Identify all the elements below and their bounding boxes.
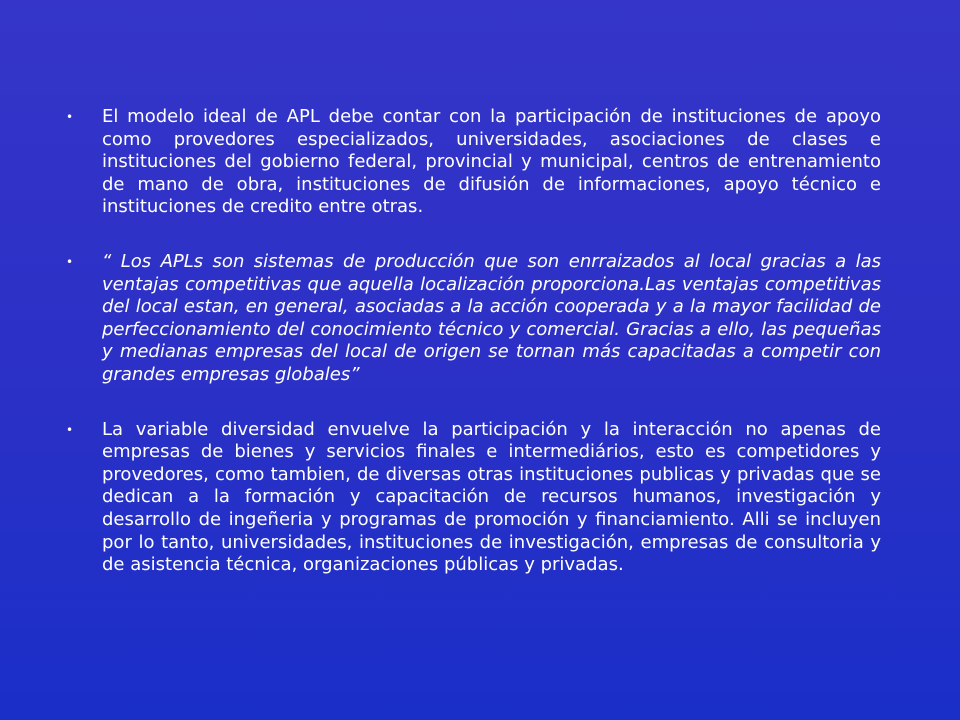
bullet-text: La variable diversidad envuelve la participación y la interacción no apenas de empresas de bienes y servicios finales e intermediários, esto es competidores y provedores, como tambien, de diversas otras instituciones publicas y privadas que se dedican a la formación y capacitación de recursos humanos, investigación y desarrollo de ingeñeria y programas de promoción y financiamiento. Alli se incluyen por lo tanto, universidades, instituciones de investigación, empresas de consultoria y de asistencia técnica, organizaciones públicas y privadas.	[102, 418, 881, 576]
bullet-icon: •	[66, 254, 74, 269]
bullet-icon: •	[66, 422, 74, 437]
slide-body	[60, 106, 881, 577]
bullet-item-1	[60, 106, 881, 219]
bullet-icon: •	[66, 110, 74, 124]
bullet-text: “ Los APLs son sistemas de producción que son enrraizados al local gracias a las ventajas competitivas que aquella localización proporciona.Las ventajas competitivas del local estan, en general, asociadas a la acción cooperada y a la mayor facilidad de perfeccionamiento del conocimiento técnico y comercial. Gracias a ello, las pequeñas y medianas empresas del local de origen se tornan más capacitadas a competir con grandes empresas globales”	[102, 250, 881, 385]
bullet-item-2	[60, 251, 881, 387]
bullet-item-3	[60, 419, 881, 577]
bullet-text: El modelo ideal de APL debe contar con la participación de instituciones de apoyo como provedores especializados, universidades, asociaciones de clases e instituciones del gobierno federal, provincial y municipal, centros de entrenamiento de mano de obra, instituciones de difusión de informaciones, apoyo técnico e instituciones de credito entre otras.	[102, 106, 881, 218]
